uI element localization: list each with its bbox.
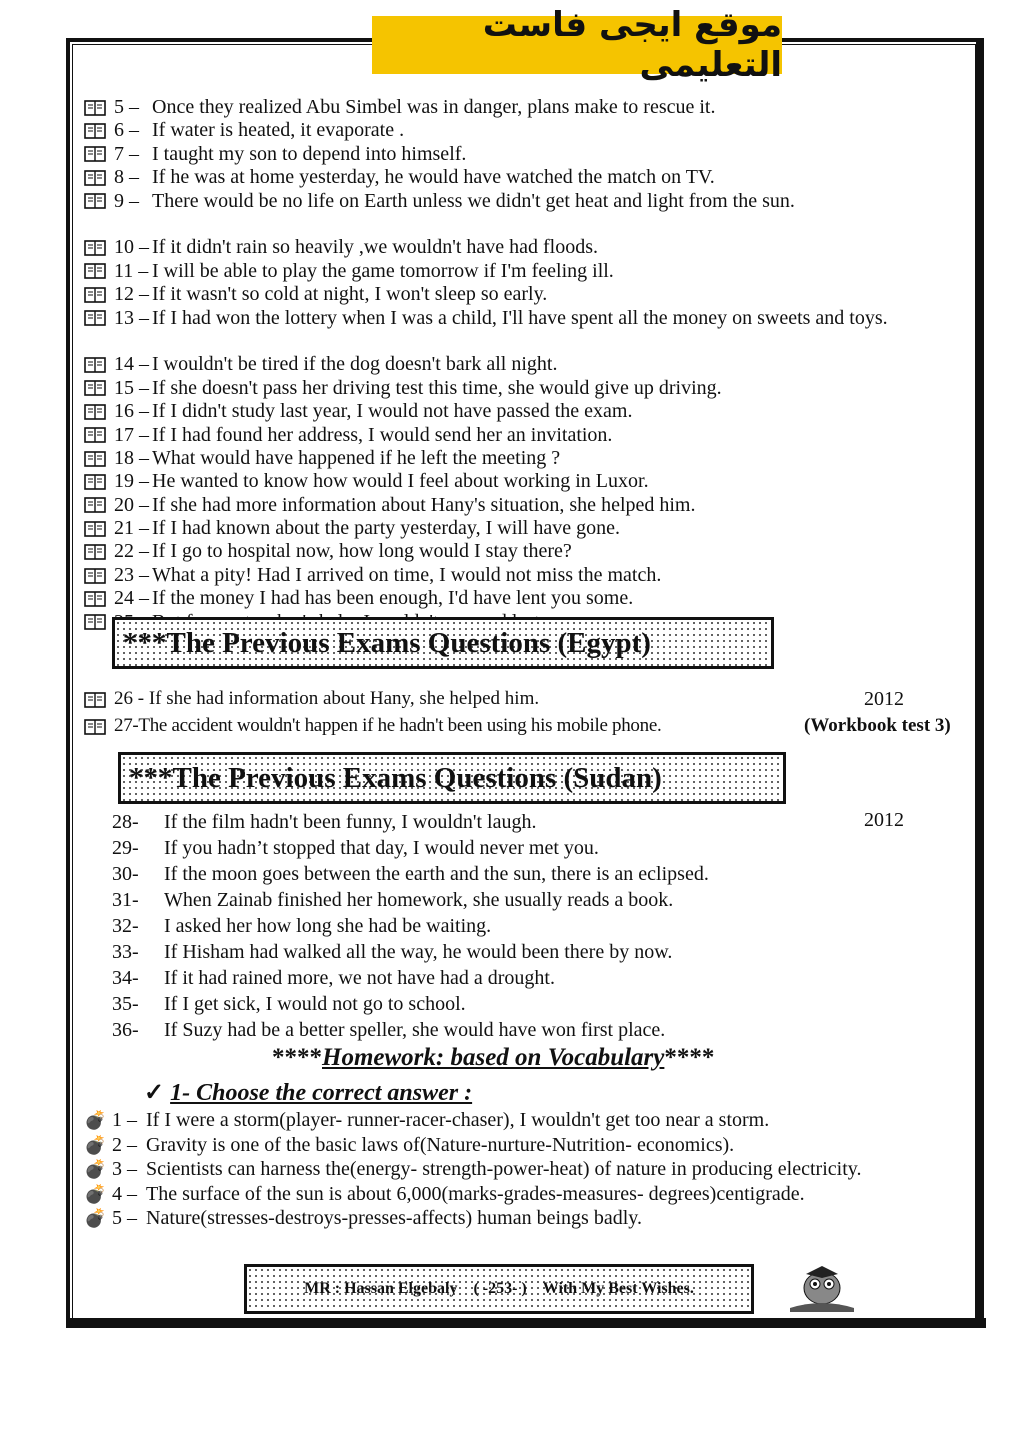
sentence-item: [84, 377, 974, 400]
sudan-item: [112, 965, 912, 991]
sentence-item: [84, 517, 974, 540]
sentence-number: 8 –: [114, 166, 139, 189]
sentence-number: 21 –: [114, 517, 149, 540]
question-number: 5 –: [112, 1207, 137, 1229]
sentence-text: If she had more information about Hany's situation, she helped him.: [152, 493, 696, 516]
question-item: [84, 1182, 964, 1207]
sentence-text: If I had known about the party yesterday, I will have gone.: [152, 517, 620, 540]
sentence-item: [84, 470, 974, 493]
sentence-item: [84, 353, 974, 376]
book-icon: [84, 587, 114, 610]
book-icon: [84, 119, 114, 142]
sentence-list: [84, 96, 974, 634]
egypt-item-tag: (Workbook test 3): [804, 715, 951, 736]
sudan-item-number: 31-: [112, 889, 139, 911]
bomb-bullet-icon: 💣: [84, 1110, 107, 1130]
question-text: If I were a storm(player- runner-racer-chaser), I wouldn't get too near a storm.: [146, 1109, 770, 1131]
footer-wishes: With My Best Wishes.: [542, 1280, 694, 1297]
sentence-item: [84, 260, 974, 283]
sentence-text: Once they realized Abu Simbel was in danger, plans make to rescue it.: [152, 96, 716, 118]
bomb-bullet-icon: 💣: [84, 1159, 107, 1179]
book-icon: [84, 564, 114, 587]
sudan-item-text: If I get sick, I would not go to school.: [164, 993, 466, 1015]
footer-box: [244, 1264, 754, 1314]
homework-prefix: ****: [272, 1044, 322, 1071]
sentence-number: 9 –: [114, 189, 139, 212]
book-icon: [84, 283, 114, 306]
sentence-number: 24 –: [114, 587, 149, 610]
question-item: [84, 1157, 964, 1182]
sentence-text: If it didn't rain so heavily ,we wouldn't have had floods.: [152, 236, 599, 259]
sentence-number: 18 –: [114, 446, 149, 469]
sentence-text: If I had won the lottery when I was a child, I'll have spent all the money on sweets and toys.: [152, 306, 888, 329]
question-number: 3 –: [112, 1158, 137, 1180]
sentence-number: 7 –: [114, 142, 139, 165]
sudan-item-number: 33-: [112, 941, 139, 963]
sudan-item-number: 28-: [112, 811, 139, 833]
owl-teacher-icon: [786, 1258, 858, 1314]
egypt-item-text: 27-The accident wouldn't happen if he hadn't been using his mobile phone.: [114, 715, 662, 736]
footer-teacher: MR : Hassan Elgebaly: [304, 1280, 458, 1297]
sentence-text: If it wasn't so cold at night, I won't sleep so early.: [152, 283, 548, 306]
sudan-item: [112, 913, 912, 939]
book-icon: [84, 688, 114, 711]
sudan-item-number: 36-: [112, 1019, 139, 1041]
book-icon: [84, 400, 114, 423]
book-icon: [84, 715, 114, 738]
egypt-heading-box: [112, 617, 774, 669]
homework-heading: [272, 1044, 714, 1072]
book-icon: [84, 353, 114, 376]
sudan-item: [112, 887, 912, 913]
sentence-text: What would have happened if he left the meeting ?: [152, 446, 561, 469]
footer-page-number: ( -253- ): [473, 1280, 527, 1297]
sentence-item: [84, 190, 974, 237]
sentence-number: 6 –: [114, 119, 139, 142]
book-icon: [84, 143, 114, 166]
sentence-item: [84, 307, 974, 354]
sentence-text: If water is heated, it evaporate .: [152, 119, 405, 142]
question-item: [84, 1133, 964, 1158]
sudan-item-number: 30-: [112, 863, 139, 885]
page-border-shadow-right: [976, 38, 984, 1328]
sentence-item: [84, 540, 974, 563]
question-list: [84, 1108, 964, 1231]
book-icon: [84, 424, 114, 447]
sentence-number: 10 –: [114, 236, 149, 259]
sudan-item-text: If Suzy had be a better speller, she would have won first place.: [164, 1019, 666, 1041]
sentence-text: If I didn't study last year, I would not have passed the exam.: [152, 400, 633, 423]
book-icon: [84, 611, 114, 634]
sudan-item-number: 29-: [112, 837, 139, 859]
question-number: 2 –: [112, 1133, 137, 1156]
sentence-item: [84, 424, 974, 447]
sudan-item-text: If the moon goes between the earth and the sun, there is an eclipsed.: [164, 863, 709, 885]
sentence-item: [84, 400, 974, 423]
sentence-number: 11 –: [114, 259, 149, 282]
sentence-text: He wanted to know how would I feel about working in Luxor.: [152, 470, 649, 493]
sudan-year: 2012: [864, 809, 904, 831]
bomb-bullet-icon: 💣: [84, 1208, 107, 1228]
egypt-item-text: 26 - If she had information about Hany, she helped him.: [114, 688, 540, 709]
book-icon: [84, 494, 114, 517]
book-icon: [84, 307, 114, 330]
question-number: 1 –: [112, 1109, 137, 1131]
sentence-text: If she doesn't pass her driving test this time, she would give up driving.: [152, 376, 722, 399]
bomb-bullet-icon: 💣: [84, 1183, 107, 1204]
sentence-item: [84, 494, 974, 517]
egypt-item-27: [84, 715, 661, 738]
sentence-text: If I had found her address, I would send her an invitation.: [152, 423, 613, 446]
site-banner: موقع ايجى فاست التعليمى: [372, 16, 782, 74]
sudan-list: [112, 809, 912, 1043]
sentence-text: There would be no life on Earth unless we didn't get heat and light from the sun.: [152, 189, 795, 212]
question-text: The surface of the sun is about 6,000(marks-grades-measures- degrees)centigrade.: [146, 1182, 805, 1205]
sentence-item: [84, 119, 974, 142]
sentence-number: 22 –: [114, 540, 149, 563]
sentence-number: 20 –: [114, 493, 149, 516]
sudan-item-number: 32-: [112, 915, 139, 937]
sudan-heading: ***The Previous Exams Questions (Sudan): [129, 761, 662, 794]
egypt-item-26: [84, 688, 539, 711]
bomb-bullet-icon: 💣: [84, 1134, 107, 1155]
sentence-number: 17 –: [114, 423, 149, 446]
sentence-item: [84, 166, 974, 189]
sudan-item-number: 34-: [112, 967, 139, 989]
page-border-shadow-bottom: [66, 1318, 986, 1328]
sudan-item: [112, 939, 912, 965]
sentence-number: 19 –: [114, 470, 149, 493]
sentence-number: 23 –: [114, 563, 149, 586]
sentence-text: If he was at home yesterday, he would have watched the match on TV.: [152, 166, 715, 189]
sudan-item-text: I asked her how long she had be waiting.: [164, 915, 492, 937]
sudan-item-text: If it had rained more, we not have had a drought.: [164, 967, 555, 989]
question-text: Nature(stresses-destroys-presses-affects) human beings badly.: [146, 1207, 642, 1229]
question-item: [84, 1206, 964, 1231]
book-icon: [84, 447, 114, 470]
egypt-item-year: 2012: [864, 688, 904, 710]
question-text: Scientists can harness the(energy- strength-power-heat) of nature in producing electricity.: [146, 1158, 862, 1180]
sudan-item: [112, 1017, 912, 1043]
book-icon: [84, 517, 114, 540]
sentence-number: 13 –: [114, 306, 149, 329]
sentence-item: [84, 283, 974, 306]
sentence-item: [84, 96, 974, 119]
sentence-item: [84, 564, 974, 587]
check-icon: ✓: [144, 1080, 165, 1106]
egypt-heading: ***The Previous Exams Questions (Egypt): [123, 626, 651, 659]
sentence-text: What a pity! Had I arrived on time, I would not miss the match.: [152, 563, 662, 586]
sudan-item-text: If the film hadn't been funny, I wouldn't laugh.: [164, 811, 537, 833]
homework-suffix: ****: [664, 1044, 715, 1071]
book-icon: [84, 470, 114, 493]
book-icon: [84, 96, 114, 119]
sentence-number: 5 –: [114, 96, 139, 118]
book-icon: [84, 377, 114, 400]
sentence-item: [84, 447, 974, 470]
book-icon: [84, 260, 114, 283]
sentence-text: I taught my son to depend into himself.: [152, 142, 467, 165]
sudan-item: [112, 809, 912, 835]
sentence-text: I will be able to play the game tomorrow if I'm feeling ill.: [152, 259, 614, 282]
sentence-number: 16 –: [114, 400, 149, 423]
sentence-text: If the money I had has been enough, I'd have lent you some.: [152, 587, 634, 610]
sudan-item: [112, 835, 912, 861]
choose-heading: [144, 1078, 472, 1107]
choose-title: 1- Choose the correct answer :: [170, 1080, 473, 1106]
sudan-item-text: When Zainab finished her homework, she usually reads a book.: [164, 889, 674, 911]
sentence-text: I wouldn't be tired if the dog doesn't bark all night.: [152, 353, 558, 376]
book-icon: [84, 166, 114, 189]
sudan-item-number: 35-: [112, 993, 139, 1015]
question-item: [84, 1108, 964, 1133]
sentence-number: 15 –: [114, 376, 149, 399]
book-icon: [84, 190, 114, 213]
sudan-item-text: If Hisham had walked all the way, he would been there by now.: [164, 941, 673, 963]
sentence-number: 12 –: [114, 283, 149, 306]
sudan-item-text: If you hadn’t stopped that day, I would never met you.: [164, 837, 599, 859]
book-icon: [84, 540, 114, 563]
sentence-item: [84, 143, 974, 166]
sentence-text: If I go to hospital now, how long would I stay there?: [152, 540, 572, 563]
sudan-item: [112, 861, 912, 887]
question-text: Gravity is one of the basic laws of(Nature-nurture-Nutrition- economics).: [146, 1133, 735, 1156]
homework-title: Homework: based on Vocabulary: [322, 1044, 665, 1071]
question-number: 4 –: [112, 1182, 137, 1205]
sentence-item: [84, 236, 974, 259]
sentence-item: [84, 587, 974, 610]
sentence-number: 14 –: [114, 353, 149, 376]
book-icon: [84, 236, 114, 259]
sudan-heading-box: [118, 752, 786, 804]
sudan-item: [112, 991, 912, 1017]
